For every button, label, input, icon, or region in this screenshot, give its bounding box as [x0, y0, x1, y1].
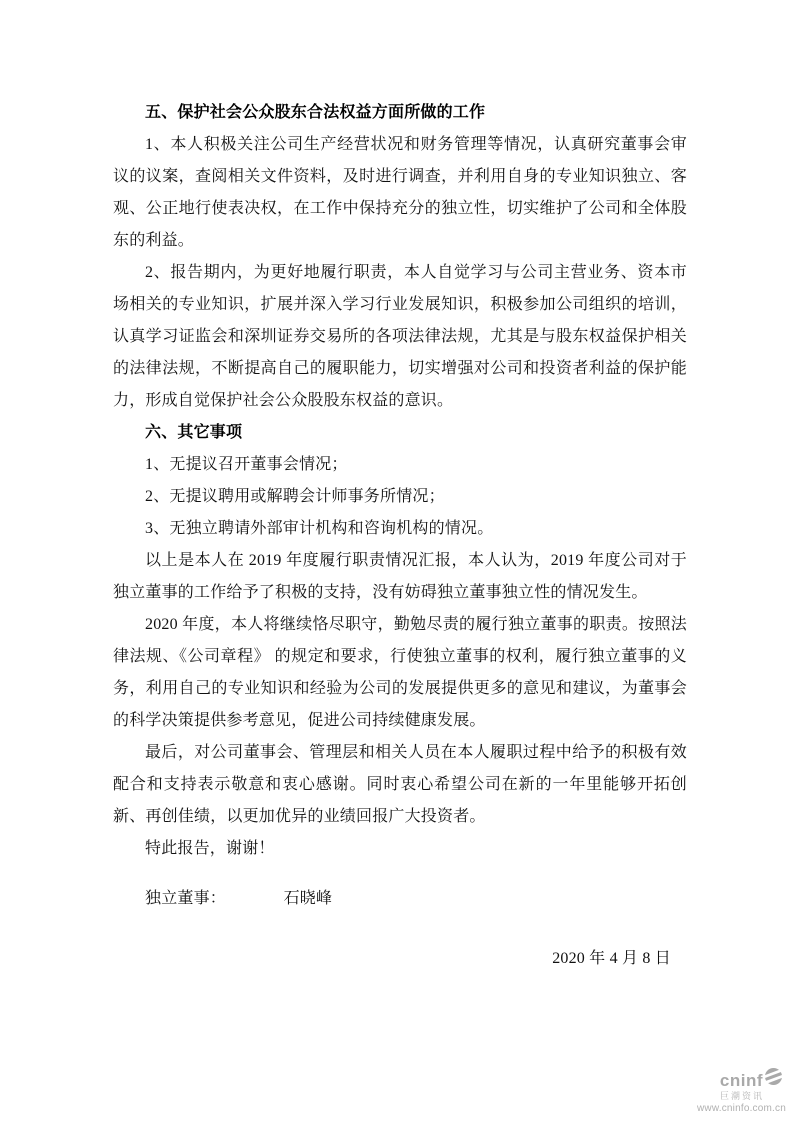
section-6-item-2: 2、无提议聘用或解聘会计师事务所情况； — [145, 488, 445, 505]
section-5-heading: 五、保护社会公众股东合法权益方面所做的工作 — [145, 104, 486, 121]
signature-label: 独立董事： — [145, 890, 227, 907]
summary-paragraph: 以上是本人在 2019 年度履行职责情况汇报，本人认为，2019 年度公司对于独立董事的工作给予了积极的支持，没有妨碍独立董事独立性的情况发生。 — [113, 552, 687, 601]
cninfo-brand-row — [679, 1070, 789, 1090]
cninfo-url: www.cninfo.com.cn — [697, 1103, 786, 1114]
document-body — [113, 97, 687, 975]
closing-line: 特此报告，谢谢！ — [145, 840, 275, 857]
signature-line — [113, 883, 687, 915]
cninfo-swirl-icon — [764, 1067, 783, 1090]
section-5-paragraph-2: 2、报告期内，为更好地履行职责，本人自觉学习与公司主营业务、资本市场相关的专业知识，扩展并深入学习行业发展知识，积极参加公司组织的培训，认真学习证监会和深圳证券交易所的各项法律法规，尤其是与股东权益保护相关的法律法规，不断提高自己的履职能力，切实增强对公司和投资者利益的保护能力，形成自觉保护社会公众股股东权益的意识。 — [113, 264, 687, 409]
cninfo-chinese-name: 巨潮资讯 — [719, 1091, 764, 1101]
cninfo-brand-text: cninf — [719, 1070, 763, 1090]
outlook-paragraph: 2020 年度，本人将继续恪尽职守，勤勉尽责的履行独立董事的职责。按照法律法规、《公司章程》 的规定和要求，行使独立董事的权利，履行独立董事的义务，利用自己的专业知识和经验为公司的发展提供更多的意见和建议，为董事会的科学决策提供参考意见，促进公司持续健康发展。 — [113, 616, 687, 729]
cninfo-logo — [679, 1070, 789, 1114]
section-6-heading: 六、其它事项 — [145, 424, 243, 441]
section-6-item-3: 3、无独立聘请外部审计机构和咨询机构的情况。 — [145, 520, 494, 537]
signature-name: 石晓峰 — [283, 890, 333, 907]
thanks-paragraph: 最后，对公司董事会、管理层和相关人员在本人履职过程中给予的积极有效配合和支持表示敬意和衷心感谢。同时衷心希望公司在新的一年里能够开拓创新、再创佳绩，以更加优异的业绩回报广大投资者。 — [113, 744, 687, 825]
report-date: 2020 年 4 月 8 日 — [552, 950, 671, 967]
section-6-item-1: 1、无提议召开董事会情况； — [145, 456, 348, 473]
section-5-paragraph-1: 1、本人积极关注公司生产经营状况和财务管理等情况，认真研究董事会审议的议案，查阅相关文件资料，及时进行调查，并利用自身的专业知识独立、客观、公正地行使表决权，在工作中保持充分的独立性，切实维护了公司和全体股东的利益。 — [113, 136, 687, 249]
